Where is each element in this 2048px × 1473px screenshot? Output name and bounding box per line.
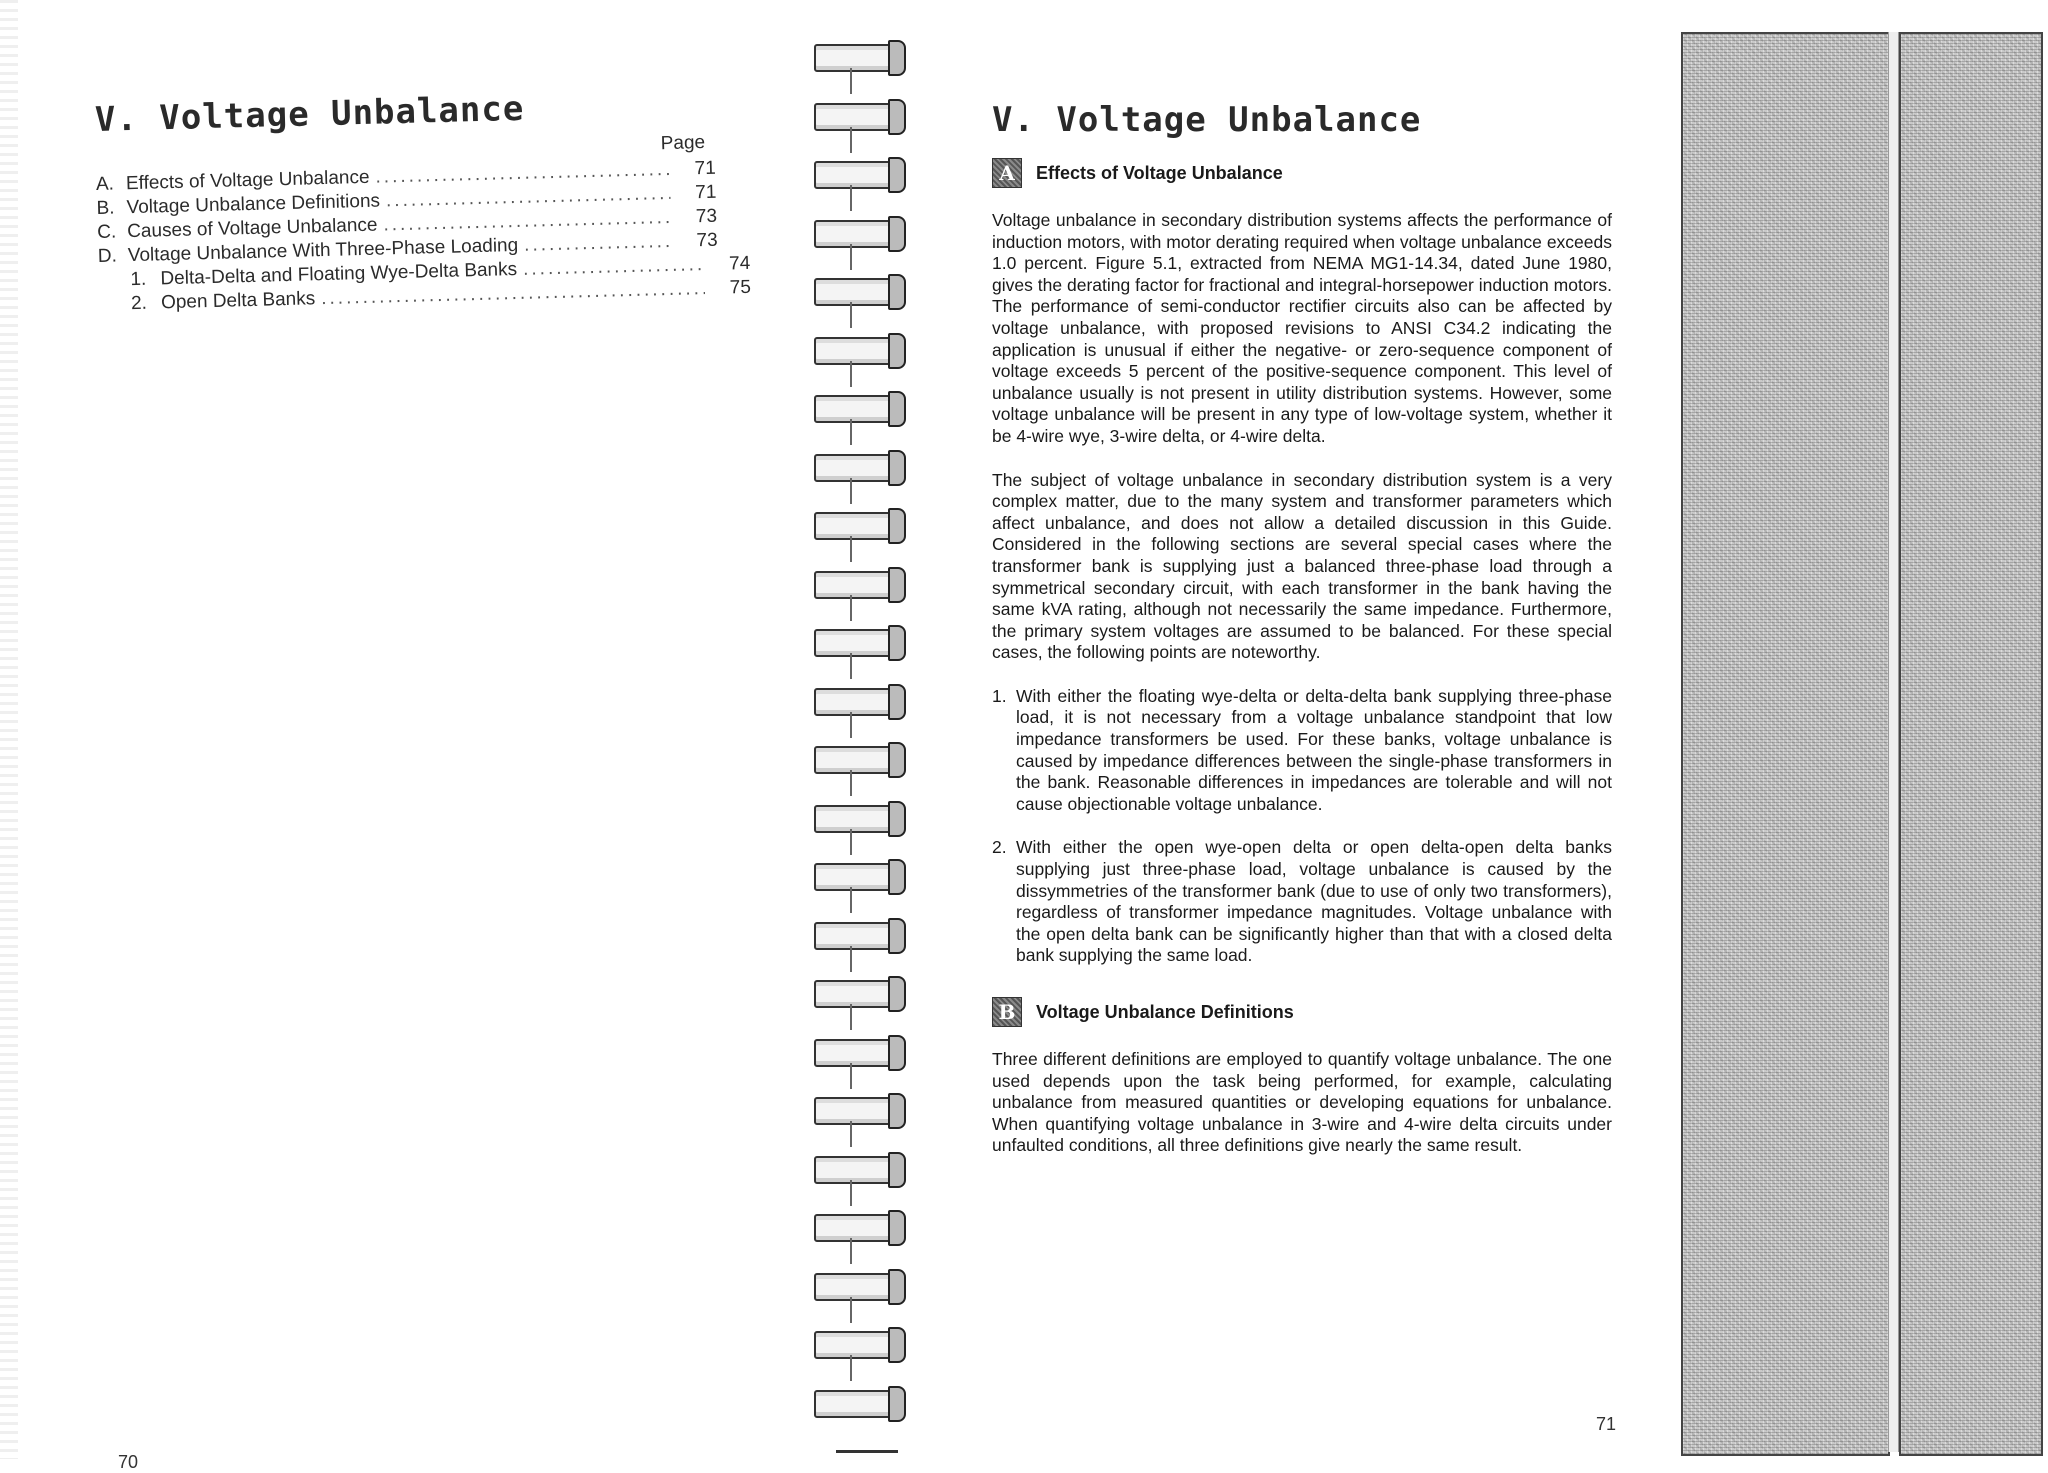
toc-page-header: Page xyxy=(660,132,706,155)
spiral-coil xyxy=(806,565,906,599)
spiral-coil xyxy=(806,506,906,540)
coil-cap xyxy=(888,333,906,369)
coil-wire xyxy=(850,419,852,445)
coil-wire xyxy=(850,244,852,270)
coil-wire xyxy=(850,1297,852,1323)
spiral-coil xyxy=(806,1150,906,1184)
coil-cap xyxy=(888,684,906,720)
toc-page-number: 73 xyxy=(695,205,718,228)
coil-cap xyxy=(888,567,906,603)
coil-cap xyxy=(888,216,906,252)
spiral-coil xyxy=(806,331,906,365)
numbered-list xyxy=(992,686,1612,967)
coil-cap xyxy=(888,1152,906,1188)
toc-page-number: 75 xyxy=(729,276,752,299)
coil-wire xyxy=(850,127,852,153)
toc-text: Voltage Unbalance With Three-Phase Loading xyxy=(127,234,519,267)
spiral-coil xyxy=(806,974,906,1008)
spiral-coil xyxy=(806,272,906,306)
coil-wire xyxy=(850,829,852,855)
spiral-coil xyxy=(806,1267,906,1301)
toc-letter: 1. xyxy=(130,268,147,291)
spiral-coil xyxy=(806,448,906,482)
section-b-title: Voltage Unbalance Definitions xyxy=(1036,1001,1294,1022)
toc-letter: D. xyxy=(97,245,118,267)
spiral-coil xyxy=(806,740,906,774)
coil-cap xyxy=(888,1093,906,1129)
toc-text: Delta-Delta and Floating Wye-Delta Banks xyxy=(160,258,518,290)
coil-cap xyxy=(888,99,906,135)
edge-tab-panel xyxy=(1681,32,1890,1456)
toc-text: Voltage Unbalance Definitions xyxy=(126,190,381,219)
toc-letter: 2. xyxy=(130,292,148,315)
coil-wire xyxy=(850,1004,852,1030)
coil-cap xyxy=(888,742,906,778)
coil-wire xyxy=(850,478,852,504)
toc-text: Causes of Voltage Unbalance xyxy=(126,214,378,243)
section-b-heading xyxy=(992,997,1612,1027)
spiral-coil xyxy=(806,916,906,950)
spiral-coil xyxy=(806,1091,906,1125)
edge-tab-panel xyxy=(1899,32,2043,1456)
left-page xyxy=(94,88,752,315)
paragraph: The subject of voltage unbalance in secondary distribution system is a very complex matter, due to the many system and transformer parameters which affect unbalance, and does not allow a detailed discussion in this Guide. Considered in the following sections are several special cases where the transformer bank is supplying just a balanced three-phase load through a symmetrical secondary circuit, with each transformer in the bank having the same kVA rating, although not necessarily the same impedance. Furthermore, the primary system voltages are assumed to be balanced. For these special cases, the following points are noteworthy. xyxy=(992,469,1612,663)
coil-cap xyxy=(888,918,906,954)
coil-cap xyxy=(888,976,906,1012)
coil-wire xyxy=(850,185,852,211)
section-a-badge: A xyxy=(992,158,1022,188)
toc-page-number: 71 xyxy=(694,157,717,180)
spiral-coil xyxy=(806,214,906,248)
right-page xyxy=(992,100,1612,1179)
toc-leader xyxy=(523,254,705,281)
coil-wire xyxy=(850,946,852,972)
list-number: 2. xyxy=(992,837,1007,858)
spiral-coil xyxy=(806,389,906,423)
toc-page-number: 74 xyxy=(728,252,751,275)
coil-wire xyxy=(850,595,852,621)
coil-cap xyxy=(888,1035,906,1071)
coil-wire xyxy=(850,653,852,679)
coil-cap xyxy=(888,450,906,486)
coil-cap xyxy=(888,859,906,895)
list-number: 1. xyxy=(992,685,1007,706)
spiral-coil xyxy=(806,1208,906,1242)
paragraph: Voltage unbalance in secondary distribution systems affects the performance of induction motors, with motor derating required when voltage unbalance exceeds 1.0 percent. Figure 5.1, extracted from NEMA MG1-14.34, dated June 1980, gives the derating factor for fractional and integral-horsepower induction motors. The performance of semi-conductor rectifier circuits also can be affected by voltage unbalance, with proposed revisions to ANSI C34.2 indicating the application is unusual if either the negative- or zero-sequence component of voltage exceeds 5 percent of the positive-sequence component. This level of unbalance usually is not present in utility distribution systems. However, some voltage unbalance will be present in any type of low-voltage system, whether it be 4-wire wye, 3-wire delta, or 4-wire delta. xyxy=(992,210,1612,446)
section-a-title: Effects of Voltage Unbalance xyxy=(1036,162,1283,183)
coil-wire xyxy=(850,770,852,796)
left-page-number: 70 xyxy=(118,1452,139,1472)
coil-wire xyxy=(850,1180,852,1206)
coil-cap xyxy=(888,1327,906,1363)
coil-cap xyxy=(888,508,906,544)
spiral-end xyxy=(836,1450,898,1453)
toc-letter: B. xyxy=(96,197,115,219)
coil-wire xyxy=(850,302,852,328)
coil-wire xyxy=(850,887,852,913)
coil-cap xyxy=(888,1210,906,1246)
toc-page-number: 71 xyxy=(694,181,717,204)
edge-tab-gap xyxy=(1888,32,1899,1452)
edge-tab-strip xyxy=(1681,32,2048,1459)
spiral-coil xyxy=(806,97,906,131)
coil-wire xyxy=(850,1355,852,1381)
coil-cap xyxy=(888,1269,906,1305)
coil-cap xyxy=(888,40,906,76)
coil-wire xyxy=(850,361,852,387)
spiral-coil xyxy=(806,682,906,716)
coil-cap xyxy=(888,391,906,427)
toc-text: Open Delta Banks xyxy=(160,288,316,314)
coil-cap xyxy=(888,157,906,193)
coil-wire xyxy=(850,68,852,94)
list-text: With either the floating wye-delta or delta-delta bank supplying three-phase load, it is not necessary from a voltage unbalance standpoint that low impedance transformers be used. For these banks, voltage unbalance is caused by impedance differences between the single-phase transformers in the bank. Reasonable differences in impedances are tolerable and will not cause objectionable voltage unbalance. xyxy=(1016,685,1612,814)
section-b-badge: B xyxy=(992,997,1022,1027)
coil-cap xyxy=(888,274,906,310)
paragraph: Three different definitions are employed to quantify voltage unbalance. The one used depends upon the task being performed, for example, calculating unbalance from measured quantities or developing equations for unbalance. When quantifying voltage unbalance in 3-wire and 4-wire delta circuits under unfaulted conditions, all three definitions give nearly the same result. xyxy=(992,1049,1612,1156)
spiral-coil xyxy=(806,623,906,657)
list-item xyxy=(992,837,1612,967)
spiral-binding xyxy=(806,38,914,1456)
coil-wire xyxy=(850,712,852,738)
coil-wire xyxy=(850,1238,852,1264)
page-title: V. Voltage Unbalance xyxy=(992,100,1422,140)
spiral-coil xyxy=(806,857,906,891)
right-page-number: 71 xyxy=(1596,1414,1617,1434)
toc-text: Effects of Voltage Unbalance xyxy=(125,166,370,195)
section-a-heading xyxy=(992,158,1612,188)
spiral-coil xyxy=(806,799,906,833)
coil-wire xyxy=(850,536,852,562)
list-item xyxy=(992,686,1612,816)
chapter-title: V. Voltage Unbalance xyxy=(94,88,525,140)
spiral-coil xyxy=(806,1325,906,1359)
coil-cap xyxy=(888,1386,906,1422)
page-edge xyxy=(0,0,18,1459)
toc-leader xyxy=(524,231,672,257)
toc-letter: C. xyxy=(96,221,117,243)
list-text: With either the open wye-open delta or open delta-open delta banks supplying just three-phase load, voltage unbalance is caused by the dissymmetries of the transformer bank (due to use of only two transformers), regardless of transformer impedance magnitudes. Voltage unbalance with the open delta bank can be significantly higher than that with a closed delta bank supplying the same load. xyxy=(1016,837,1612,966)
spiral-coil xyxy=(806,155,906,189)
spiral-coil xyxy=(806,1384,906,1418)
coil-cap xyxy=(888,625,906,661)
toc-page-number: 73 xyxy=(696,229,718,252)
toc-letter: A. xyxy=(95,173,115,195)
coil-wire xyxy=(850,1063,852,1089)
coil-cap xyxy=(888,801,906,837)
coil-wire xyxy=(850,1121,852,1147)
spiral-coil xyxy=(806,38,906,72)
spiral-coil xyxy=(806,1033,906,1067)
